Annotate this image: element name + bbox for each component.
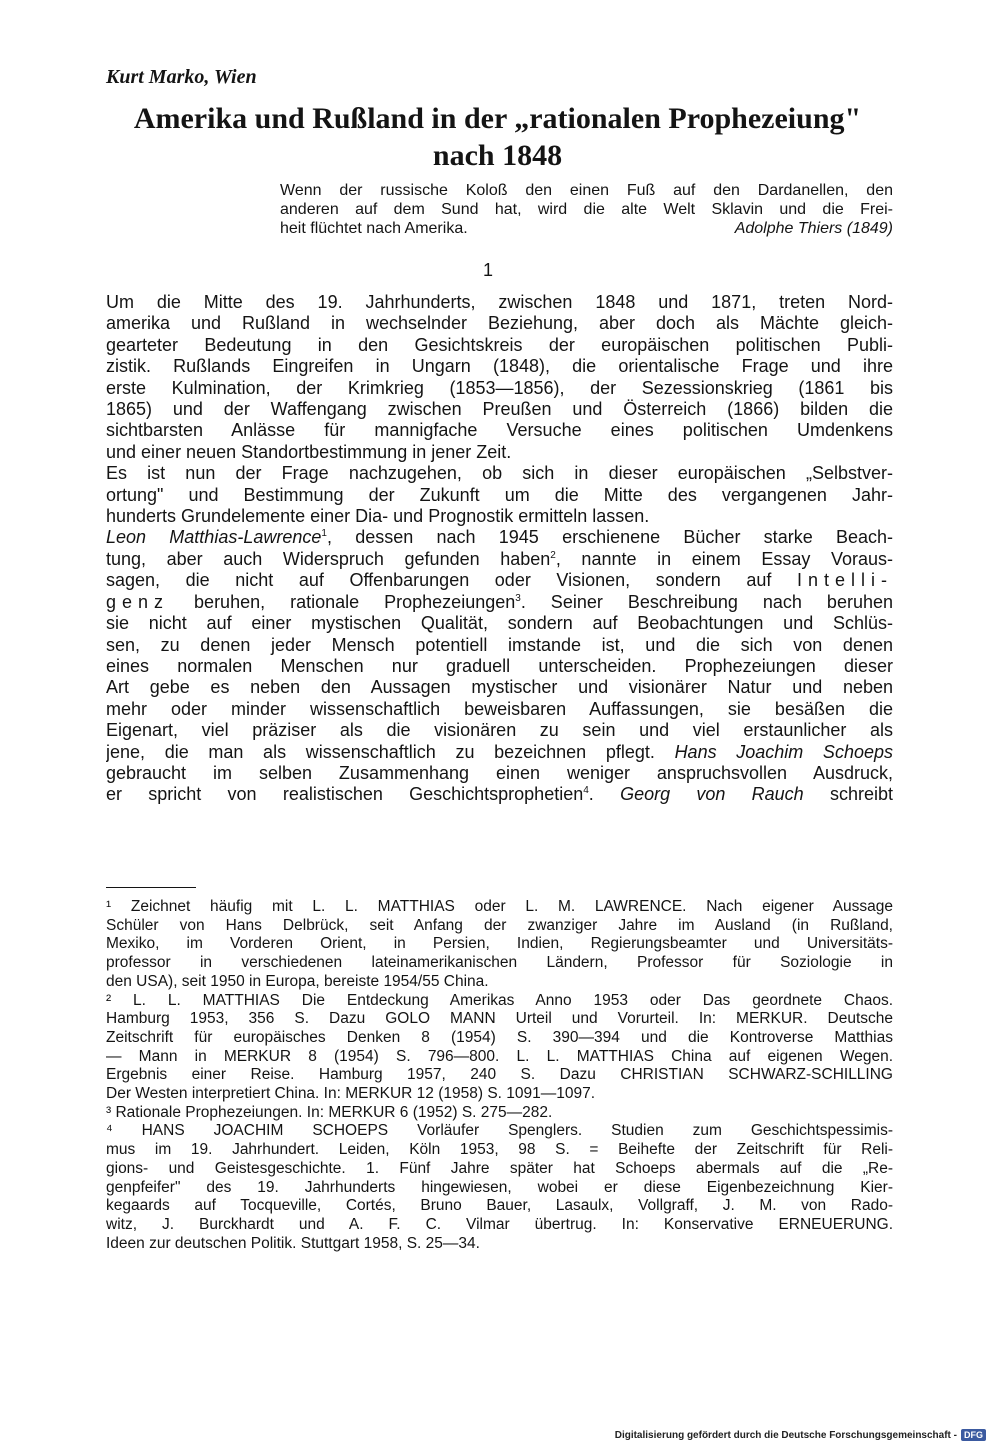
body-line: Um die Mitte des 19. Jahrhunderts, zwischen 1848 und 1871, treten Nord- <box>106 292 893 312</box>
body-line: hunderts Grundelemente einer Dia- und Prognostik ermitteln lassen. <box>106 506 650 527</box>
footnote-separator <box>106 887 196 888</box>
body-text-run: er spricht von realistischen Geschichtsprophetien <box>106 784 584 805</box>
body-line: Eigenart, viel präziser als die visionären zu sein und viel erstaunlicher als <box>106 720 893 741</box>
body-text <box>106 292 893 806</box>
body-line: 1865) und der Waffengang zwischen Preußen und Österreich (1866) bilden die <box>106 399 893 420</box>
person-name: Hans Joachim Schoeps <box>674 741 893 762</box>
footnote-line: den USA), seit 1950 in Europa, bereiste 1954/55 China. <box>106 972 489 990</box>
footnote-line: witz, J. Burckhardt und A. F. C. Vilmar übertrug. In: Konservative ERNEUERUNG. <box>106 1215 893 1233</box>
body-line: Art gebe es neben den Aussagen mystischer und visionärer Natur und neben <box>106 677 893 698</box>
body-line <box>106 592 893 613</box>
body-line <box>106 784 893 805</box>
body-line <box>106 742 893 763</box>
dfg-footer <box>615 1429 986 1441</box>
dfg-logo: DFG <box>961 1429 986 1441</box>
body-line: erste Kulmination, der Krimkrieg (1853—1856), der Sezessionskrieg (1861 bis <box>106 377 893 398</box>
body-line: und einer neuen Standortbestimmung in jener Zeit. <box>106 441 512 462</box>
footnote-ref: 1 <box>321 528 327 540</box>
author-line: Kurt Marko, Wien <box>106 66 257 88</box>
body-line <box>106 527 893 548</box>
body-line: gebraucht im selben Zusammenhang einen weniger anspruchsvollen Ausdruck, <box>106 762 893 783</box>
footnotes <box>106 898 893 1253</box>
body-text-run: sagen, die nicht auf Offenbarungen oder Visionen, sondern auf <box>106 570 772 591</box>
article-title <box>100 100 895 174</box>
person-name: Georg von Rauch <box>620 784 804 805</box>
body-text-run: jene, die man als wissenschaftlich zu bezeichnen pflegt. <box>106 741 655 762</box>
footnote-line: Hamburg 1953, 356 S. Dazu GOLO MANN Urteil und Vorurteil. In: MERKUR. Deutsche <box>106 1010 893 1028</box>
body-text-run: , dessen nach 1945 erschienene Bücher starke Beach- <box>326 527 893 548</box>
epigraph-line: Wenn der russische Koloß den einen Fuß auf den Dardanellen, den <box>280 182 893 199</box>
body-line: mehr oder minder wissenschaftlich beweisbaren Auffassungen, sie besäßen die <box>106 698 893 719</box>
footnote-line: Schüler von Hans Delbrück, seit Anfang der zwanziger Jahre im Ausland (in Rußland, <box>106 916 893 934</box>
body-line: sen, zu denen jeder Mensch potentiell imstande ist, und die sich von denen <box>106 634 893 655</box>
footnote-line: genpfeifer" des 19. Jahrhunderts hingewiesen, wobei er diese Eigenbezeichnung Kier- <box>106 1178 893 1196</box>
person-name: Leon Matthias-Lawrence <box>106 527 322 548</box>
body-text-run: schreibt <box>829 784 893 805</box>
epigraph-line: anderen auf dem Sund hat, wird die alte Welt Sklavin und die Frei- <box>280 201 893 218</box>
footnote-ref: 4 <box>583 785 589 797</box>
body-line: sie nicht auf einer mystischen Qualität, sondern auf Beobachtungen und Schlüs- <box>106 613 893 634</box>
spaced-emphasis: Intelli- <box>796 570 893 591</box>
body-line: amerika und Rußland in wechselnder Beziehung, aber doch als Mächte gleich- <box>106 313 893 334</box>
body-line: ortung" und Bestimmung der Zukunft um die Mitte des vergangenen Jahr- <box>106 484 893 505</box>
body-text-run: . <box>588 784 594 805</box>
body-text-run: tung, aber auch Widerspruch gefunden haben <box>106 548 551 569</box>
body-text-run: , nannte in einem Essay Voraus- <box>555 548 893 569</box>
title-line-2: nach 1848 <box>432 139 563 172</box>
epigraph <box>280 181 893 238</box>
epigraph-last-line <box>280 219 893 238</box>
body-line: zistik. Rußlands Eingreifen in Ungarn (1848), die orientalische Frage und ihre <box>106 356 893 377</box>
body-line: Es ist nun der Frage nachzugehen, ob sich in dieser europäischen „Selbstver- <box>106 463 893 484</box>
footnote-line: Zeitschrift für europäisches Denken 8 (1954) S. 390—394 und die Kontroverse Matthias <box>106 1028 893 1046</box>
epigraph-line: heit flüchtet nach Amerika. <box>280 220 468 237</box>
footnote-line: Der Westen interpretiert China. In: MERKUR 12 (1958) S. 1091—1097. <box>106 1085 596 1103</box>
footnote-line: Mexiko, im Vorderen Orient, in Persien, Indien, Regierungsbeamter und Universitäts- <box>106 935 893 953</box>
body-line: gearteter Bedeutung in den Gesichtskreis der europäischen politischen Publi- <box>106 334 893 355</box>
dfg-credit-text: Digitalisierung gefördert durch die Deutsche Forschungsgemeinschaft - <box>614 1429 957 1441</box>
title-line-1: Amerika und Rußland in der „rationalen Prophezeiung" <box>133 102 862 135</box>
body-text-run: beruhen, rationale Prophezeiungen <box>169 591 516 612</box>
epigraph-attribution: Adolphe Thiers (1849) <box>734 220 893 237</box>
footnote-line: ⁴ HANS JOACHIM SCHOEPS Vorläufer Spenglers. Studien zum Geschichtspessimis- <box>106 1122 893 1140</box>
body-line <box>106 549 893 570</box>
footnote-line: Ideen zur deutschen Politik. Stuttgart 1958, S. 25—34. <box>106 1234 480 1252</box>
section-number: 1 <box>483 260 494 280</box>
body-line: sichtbarsten Anlässe für mannigfache Versuche eines politischen Umdenkens <box>106 420 893 441</box>
spaced-emphasis: genz <box>106 591 170 612</box>
footnote-line: mus im 19. Jahrhundert. Leiden, Köln 1953, 98 S. = Beihefte der Zeitschrift für Reli- <box>106 1141 893 1159</box>
footnote-line: ¹ Zeichnet häufig mit L. L. MATTHIAS oder L. M. LAWRENCE. Nach eigener Aussage <box>106 898 893 915</box>
body-line: eines normalen Menschen nur graduell unterscheiden. Prophezeiungen dieser <box>106 655 893 676</box>
body-line <box>106 570 893 591</box>
body-text-run: . Seiner Beschreibung nach beruhen <box>520 591 893 612</box>
footnote-line: — Mann in MERKUR 8 (1954) S. 796—800. L. L. MATTHIAS China auf eigenen Wegen. <box>106 1047 893 1065</box>
footnote-line: ³ Rationale Prophezeiungen. In: MERKUR 6 (1952) S. 275—282. <box>106 1103 553 1121</box>
footnote-line: Ergebnis einer Reise. Hamburg 1957, 240 S. Dazu CHRISTIAN SCHWARZ-SCHILLING <box>106 1066 893 1084</box>
footnote-line: ² L. L. MATTHIAS Die Entdeckung Amerikas Anno 1953 oder Das geordnete Chaos. <box>106 991 893 1009</box>
footnote-ref: 3 <box>515 592 521 604</box>
footnote-line: gions- und Geistesgeschichte. 1. Fünf Jahre später hat Schoeps abermals auf die „Re- <box>106 1159 893 1177</box>
footnote-ref: 2 <box>550 549 556 561</box>
footnote-line: kegaards auf Tocqueville, Cortés, Bruno Bauer, Lasaulx, Vollgraff, J. M. von Rado- <box>106 1197 893 1215</box>
footnote-line: professor in verschiedenen lateinamerikanischen Ländern, Professor für Soziologie in <box>106 954 893 972</box>
